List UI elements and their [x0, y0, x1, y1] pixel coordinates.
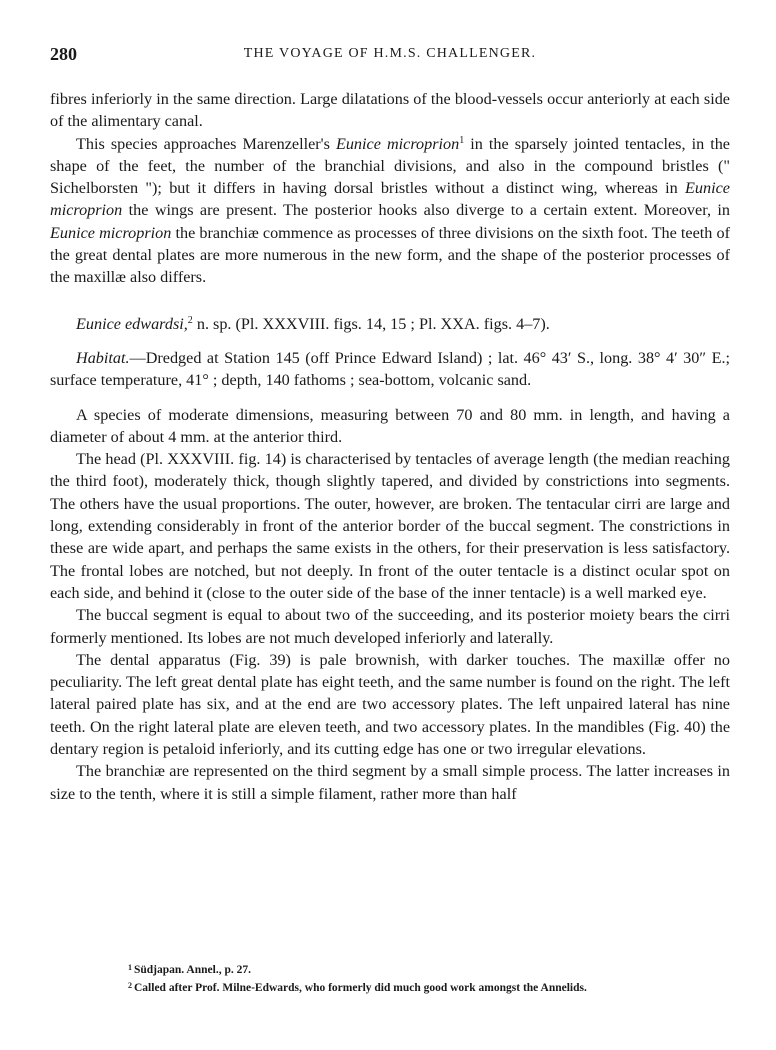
footnote-ref-1: 1: [459, 134, 465, 146]
paragraph-branchiae: The branchiæ are represented on the third segment by a small simple process. The latter increases in size to the tenth, where it is still a simple filament, rather more than half: [50, 762, 730, 803]
habitat-label: Habitat.: [76, 348, 130, 367]
page-number: 280: [50, 44, 77, 64]
paragraph-buccal-segment: The buccal segment is equal to about two of the succeeding, and its posterior moiety bears the cirri formerly mentioned. Its lobes are not much developed inferiorly and laterally.: [50, 606, 730, 647]
footnote-2: $^2$ Called after Prof. Milne-Edwards, who formerly did much good work amongst the Annelids.: [128, 981, 587, 994]
paragraph-dental-apparatus: The dental apparatus (Fig. 39) is pale brownish, with darker touches. The maxillæ offer no peculiarity. The left great dental plate has eight teeth, and the same number is found on the right. The left lateral paired plate has six, and at the end are two accessory plates. The left unpaired lateral has nine teeth. On the right lateral plate are eleven teeth, and two accessory plates. In the mandibles (Fig. 40) the dentary region is petaloid inferiorly, and its cutting edge has one or two irregular elevations.: [50, 650, 730, 759]
taxon-name: Eunice microprion: [50, 223, 172, 242]
habitat-paragraph: Habitat.—Dredged at Station 145 (off Prince Edward Island) ; lat. 46° 43′ S., long. 38° 4′ 30″ E.; surface temperature, 41° ; depth, 140 fathoms ; sea-bottom, volcanic sand.: [50, 348, 730, 390]
taxon-name: Eunice microprion: [335, 134, 460, 153]
page-header: [50, 44, 730, 68]
paragraph-dimensions: A species of moderate dimensions, measuring between 70 and 80 mm. in length, and having a diameter of about 4 mm. at the anterior third.: [50, 405, 730, 446]
species-heading: Eunice edwardsi,$^2$ n. sp. (Pl. XXXVIII. figs. 14, 15 ; Pl. XXA. figs. 4–7).: [76, 314, 550, 333]
body-text: [50, 88, 730, 805]
paragraph-comparison: This species approaches Marenzeller's Eunice microprion$^1$ in the sparsely jointed tentacles, in the shape of the feet, the number of the branchial divisions, and also in the compound bristles (" Sichelborsten "); but it differs in having dorsal bristles without a distinct wing, whereas in Eunice microprion the wings are present. The posterior hooks also diverge to a certain extent. Moreover, in Eunice microprion the branchiæ commence as processes of three divisions on the sixth foot. The teeth of the great dental plates are more numerous in the new form, and the shape of the posterior processes of the maxillæ also differs.: [50, 134, 731, 287]
footnotes: [128, 960, 728, 996]
paragraph-continuation: fibres inferiorly in the same direction. Large dilatations of the blood-vessels occur anteriorly at each side of the alimentary canal.: [50, 90, 730, 131]
taxon-name: Eunice microprion: [50, 179, 730, 220]
footnote-1: $^1$ Südjapan. Annel., p. 27.: [128, 963, 251, 976]
paragraph-head: The head (Pl. XXXVIII. fig. 14) is characterised by tentacles of average length (the median reaching the third foot), moderately thick, though slightly tapered, and divided by constrictions into segments. The others have the usual proportions. The outer, however, are broken. The tentacular cirri are large and long, extending considerably in front of the anterior border of the buccal segment. The constrictions in these are wide apart, and perhaps the same exists in the others, for their preservation is less satisfactory. The frontal lobes are notched, but not deeply. In front of the outer tentacle is a distinct ocular spot on each side, and behind it (close to the outer side of the base of the inner tentacle) is a well marked eye.: [50, 450, 730, 602]
running-title: THE VOYAGE OF H.M.S. CHALLENGER.: [243, 46, 537, 61]
species-name: Eunice edwardsi,: [76, 314, 188, 333]
footnote-ref-2: 2: [187, 314, 193, 326]
